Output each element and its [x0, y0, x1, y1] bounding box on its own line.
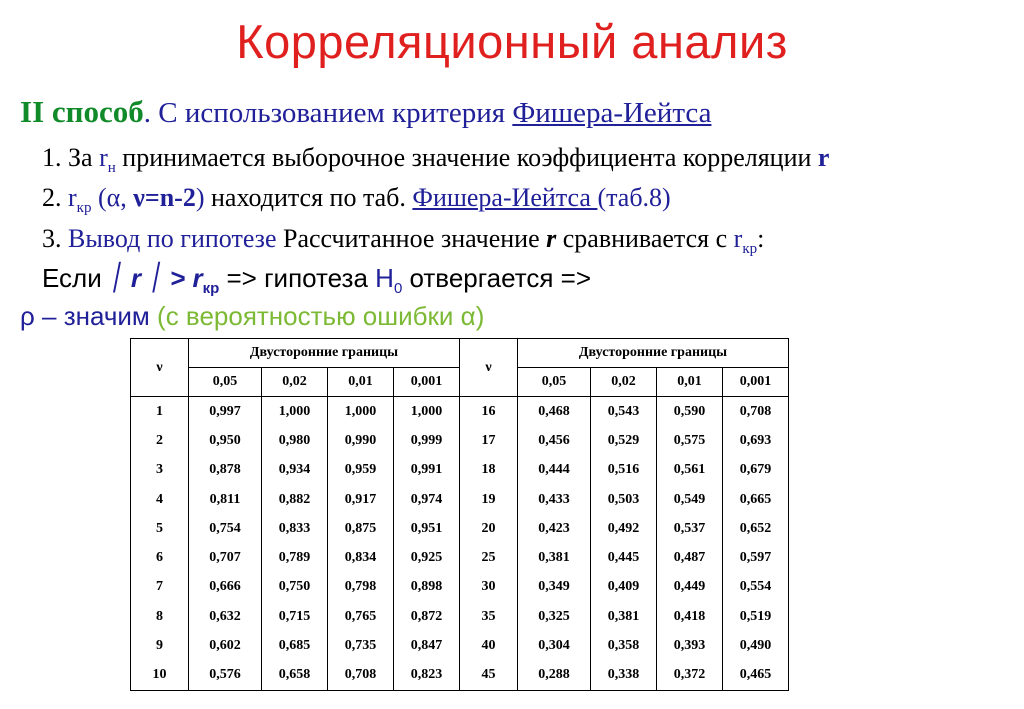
- r-symbol: r: [733, 224, 743, 253]
- colon: :: [757, 224, 765, 253]
- nu-cell: 10: [131, 661, 189, 691]
- critical-value-cell: 0,575: [657, 426, 723, 455]
- critical-value-cell: 0,381: [518, 543, 591, 572]
- critical-value-cell: 0,980: [262, 426, 328, 455]
- nu-header-left: ν: [131, 339, 189, 397]
- critical-value-cell: 0,449: [657, 573, 723, 602]
- nu-cell: 40: [460, 631, 518, 660]
- critical-value-cell: 0,409: [591, 573, 657, 602]
- critical-value-cell: 0,576: [189, 661, 262, 691]
- r-bold-symbol: r: [817, 143, 830, 172]
- critical-value-cell: 0,549: [657, 485, 723, 514]
- nu-cell: 8: [131, 602, 189, 631]
- paren-open: (: [91, 183, 107, 212]
- critical-value-cell: 0,833: [262, 514, 328, 543]
- comma: ,: [120, 183, 134, 212]
- group-header-right: Двусторонние границы: [518, 339, 789, 368]
- critical-value-cell: 0,325: [518, 602, 591, 631]
- critical-value-cell: 0,490: [723, 631, 789, 660]
- critical-value-cell: 0,665: [723, 485, 789, 514]
- nu-cell: 19: [460, 485, 518, 514]
- critical-value-cell: 0,516: [591, 456, 657, 485]
- alpha-symbol: α: [106, 183, 121, 212]
- nu-cell: 5: [131, 514, 189, 543]
- step-2-text: находится по таб.: [204, 183, 413, 212]
- r-subscript: кр: [742, 241, 758, 257]
- table-row: [131, 661, 789, 691]
- critical-value-cell: 0,974: [394, 485, 460, 514]
- if-prefix: Если: [42, 263, 109, 293]
- step-3-prefix: 3.: [42, 224, 68, 253]
- critical-value-cell: 0,554: [723, 573, 789, 602]
- h-subscript: 0: [393, 280, 403, 297]
- critical-value-cell: 0,708: [328, 661, 394, 691]
- nu-cell: 17: [460, 426, 518, 455]
- critical-value-cell: 0,917: [328, 485, 394, 514]
- critical-value-cell: 0,925: [394, 543, 460, 572]
- critical-value-cell: 0,543: [591, 397, 657, 427]
- level-header: 0,02: [591, 368, 657, 397]
- critical-value-cell: 0,503: [591, 485, 657, 514]
- step-3-text: Рассчитанное значение: [276, 224, 547, 253]
- critical-value-cell: 0,951: [394, 514, 460, 543]
- critical-value-cell: 0,423: [518, 514, 591, 543]
- critical-value-cell: 0,999: [394, 426, 460, 455]
- critical-value-cell: 0,372: [657, 661, 723, 691]
- critical-value-cell: 0,658: [262, 661, 328, 691]
- critical-value-cell: 0,882: [262, 485, 328, 514]
- nu-cell: 7: [131, 573, 189, 602]
- critical-value-cell: 0,693: [723, 426, 789, 455]
- critical-value-cell: 1,000: [328, 397, 394, 427]
- critical-value-cell: 0,950: [189, 426, 262, 455]
- level-header: 0,05: [189, 368, 262, 397]
- critical-value-cell: 0,444: [518, 456, 591, 485]
- critical-value-cell: 0,715: [262, 602, 328, 631]
- critical-value-cell: 0,590: [657, 397, 723, 427]
- paren-close: ): [195, 183, 205, 212]
- if-line: [42, 263, 591, 297]
- critical-value-cell: 0,991: [394, 456, 460, 485]
- critical-value-cell: 0,735: [328, 631, 394, 660]
- table-row: [131, 543, 789, 572]
- nu-cell: 9: [131, 631, 189, 660]
- critical-value-cell: 0,288: [518, 661, 591, 691]
- table-row: [131, 426, 789, 455]
- critical-value-cell: 0,811: [189, 485, 262, 514]
- critical-value-cell: 0,381: [591, 602, 657, 631]
- critical-value-cell: 0,872: [394, 602, 460, 631]
- level-header: 0,05: [518, 368, 591, 397]
- critical-value-cell: 0,519: [723, 602, 789, 631]
- critical-value-cell: 0,708: [723, 397, 789, 427]
- method-way: II способ: [20, 94, 144, 129]
- step-1-prefix: 1. За: [42, 143, 100, 172]
- critical-value-cell: 0,750: [262, 573, 328, 602]
- critical-value-cell: 0,537: [657, 514, 723, 543]
- r-subscript: кр: [76, 200, 92, 216]
- nu-cell: 45: [460, 661, 518, 691]
- nu-header-right: ν: [460, 339, 518, 397]
- critical-value-cell: 0,878: [189, 456, 262, 485]
- critical-value-cell: 0,990: [328, 426, 394, 455]
- critical-value-cell: 0,798: [328, 573, 394, 602]
- critical-value-cell: 0,834: [328, 543, 394, 572]
- level-header: 0,001: [394, 368, 460, 397]
- critical-value-cell: 0,433: [518, 485, 591, 514]
- critical-value-cell: 0,304: [518, 631, 591, 660]
- nu-cell: 4: [131, 485, 189, 514]
- critical-value-cell: 0,997: [189, 397, 262, 427]
- r-subscript: н: [107, 160, 116, 176]
- step-2-prefix: 2.: [42, 183, 68, 212]
- r-symbol: r: [68, 183, 77, 212]
- table-row: [131, 485, 789, 514]
- page-title: Корреляционный анализ: [236, 15, 788, 68]
- critical-value-cell: 0,934: [262, 456, 328, 485]
- table-row: [131, 573, 789, 602]
- critical-value-cell: 0,823: [394, 661, 460, 691]
- condition-subscript: кр: [202, 280, 220, 297]
- group-header-left: Двусторонние границы: [189, 339, 460, 368]
- nu-cell: 18: [460, 456, 518, 485]
- step-3: [42, 224, 764, 258]
- table-row: [131, 397, 789, 427]
- r-italic-symbol: r: [546, 224, 557, 253]
- critical-value-cell: 0,789: [262, 543, 328, 572]
- if-text-2: отвергается =>: [402, 263, 591, 293]
- critical-value-cell: 0,561: [657, 456, 723, 485]
- table-row: [131, 602, 789, 631]
- nu-cell: 2: [131, 426, 189, 455]
- critical-value-cell: 1,000: [394, 397, 460, 427]
- nu-cell: 25: [460, 543, 518, 572]
- r-symbol: r: [99, 143, 108, 172]
- condition: ׀ r ׀ > r: [108, 263, 203, 293]
- nu-cell: 16: [460, 397, 518, 427]
- critical-value-cell: 0,754: [189, 514, 262, 543]
- table-ref: (таб.8): [597, 183, 671, 212]
- critical-value-cell: 0,445: [591, 543, 657, 572]
- step-1-text: принимается выборочное значение коэффициента корреляции: [115, 143, 818, 172]
- nu-cell: 35: [460, 602, 518, 631]
- level-header: 0,01: [657, 368, 723, 397]
- critical-value-cell: 0,707: [189, 543, 262, 572]
- level-header: 0,001: [723, 368, 789, 397]
- critical-value-cell: 0,456: [518, 426, 591, 455]
- critical-value-cell: 0,632: [189, 602, 262, 631]
- method-way-dot: .: [143, 97, 152, 129]
- nu-cell: 3: [131, 456, 189, 485]
- critical-value-cell: 0,875: [328, 514, 394, 543]
- nu-cell: 1: [131, 397, 189, 427]
- critical-value-cell: 0,418: [657, 602, 723, 631]
- table-row: [131, 514, 789, 543]
- step-1: [42, 143, 829, 177]
- critical-value-cell: 0,487: [657, 543, 723, 572]
- critical-value-cell: 0,338: [591, 661, 657, 691]
- table-row: [131, 456, 789, 485]
- critical-value-cell: 0,652: [723, 514, 789, 543]
- nu-cell: 30: [460, 573, 518, 602]
- nu-cell: 6: [131, 543, 189, 572]
- critical-value-cell: 0,666: [189, 573, 262, 602]
- critical-value-cell: 0,349: [518, 573, 591, 602]
- if-text: => гипотеза: [219, 263, 376, 293]
- h-symbol: H: [375, 263, 394, 293]
- critical-value-cell: 0,685: [262, 631, 328, 660]
- step-3-text-2: сравнивается с: [556, 224, 734, 253]
- critical-value-cell: 0,847: [394, 631, 460, 660]
- nu-formula: ν=n-2: [133, 183, 196, 212]
- error-probability-note: (с вероятностью ошибки α): [149, 301, 485, 331]
- method-description: С использованием критерия: [158, 97, 506, 129]
- rho-significant: ρ – значим: [20, 301, 150, 331]
- fisher-yates-table: [130, 338, 789, 691]
- nu-cell: 20: [460, 514, 518, 543]
- conclusion-line: [20, 301, 484, 332]
- critical-value-cell: 0,765: [328, 602, 394, 631]
- critical-value-cell: 0,529: [591, 426, 657, 455]
- level-header: 0,01: [328, 368, 394, 397]
- critical-value-cell: 0,492: [591, 514, 657, 543]
- critical-value-cell: 0,358: [591, 631, 657, 660]
- critical-value-cell: 1,000: [262, 397, 328, 427]
- fisher-table-link[interactable]: Фишера-Иейтса: [412, 183, 598, 212]
- critical-value-cell: 0,898: [394, 573, 460, 602]
- level-header: 0,02: [262, 368, 328, 397]
- critical-value-cell: 0,602: [189, 631, 262, 660]
- step-2: [42, 183, 671, 217]
- table-row: [131, 631, 789, 660]
- critical-value-cell: 0,679: [723, 456, 789, 485]
- method-line: [20, 94, 711, 130]
- critical-value-cell: 0,959: [328, 456, 394, 485]
- critical-value-cell: 0,468: [518, 397, 591, 427]
- hypothesis-label: Вывод по гипотезе: [68, 224, 277, 253]
- critical-value-cell: 0,597: [723, 543, 789, 572]
- critical-value-cell: 0,393: [657, 631, 723, 660]
- fisher-link[interactable]: Фишера-Иейтса: [512, 97, 712, 129]
- critical-value-cell: 0,465: [723, 661, 789, 691]
